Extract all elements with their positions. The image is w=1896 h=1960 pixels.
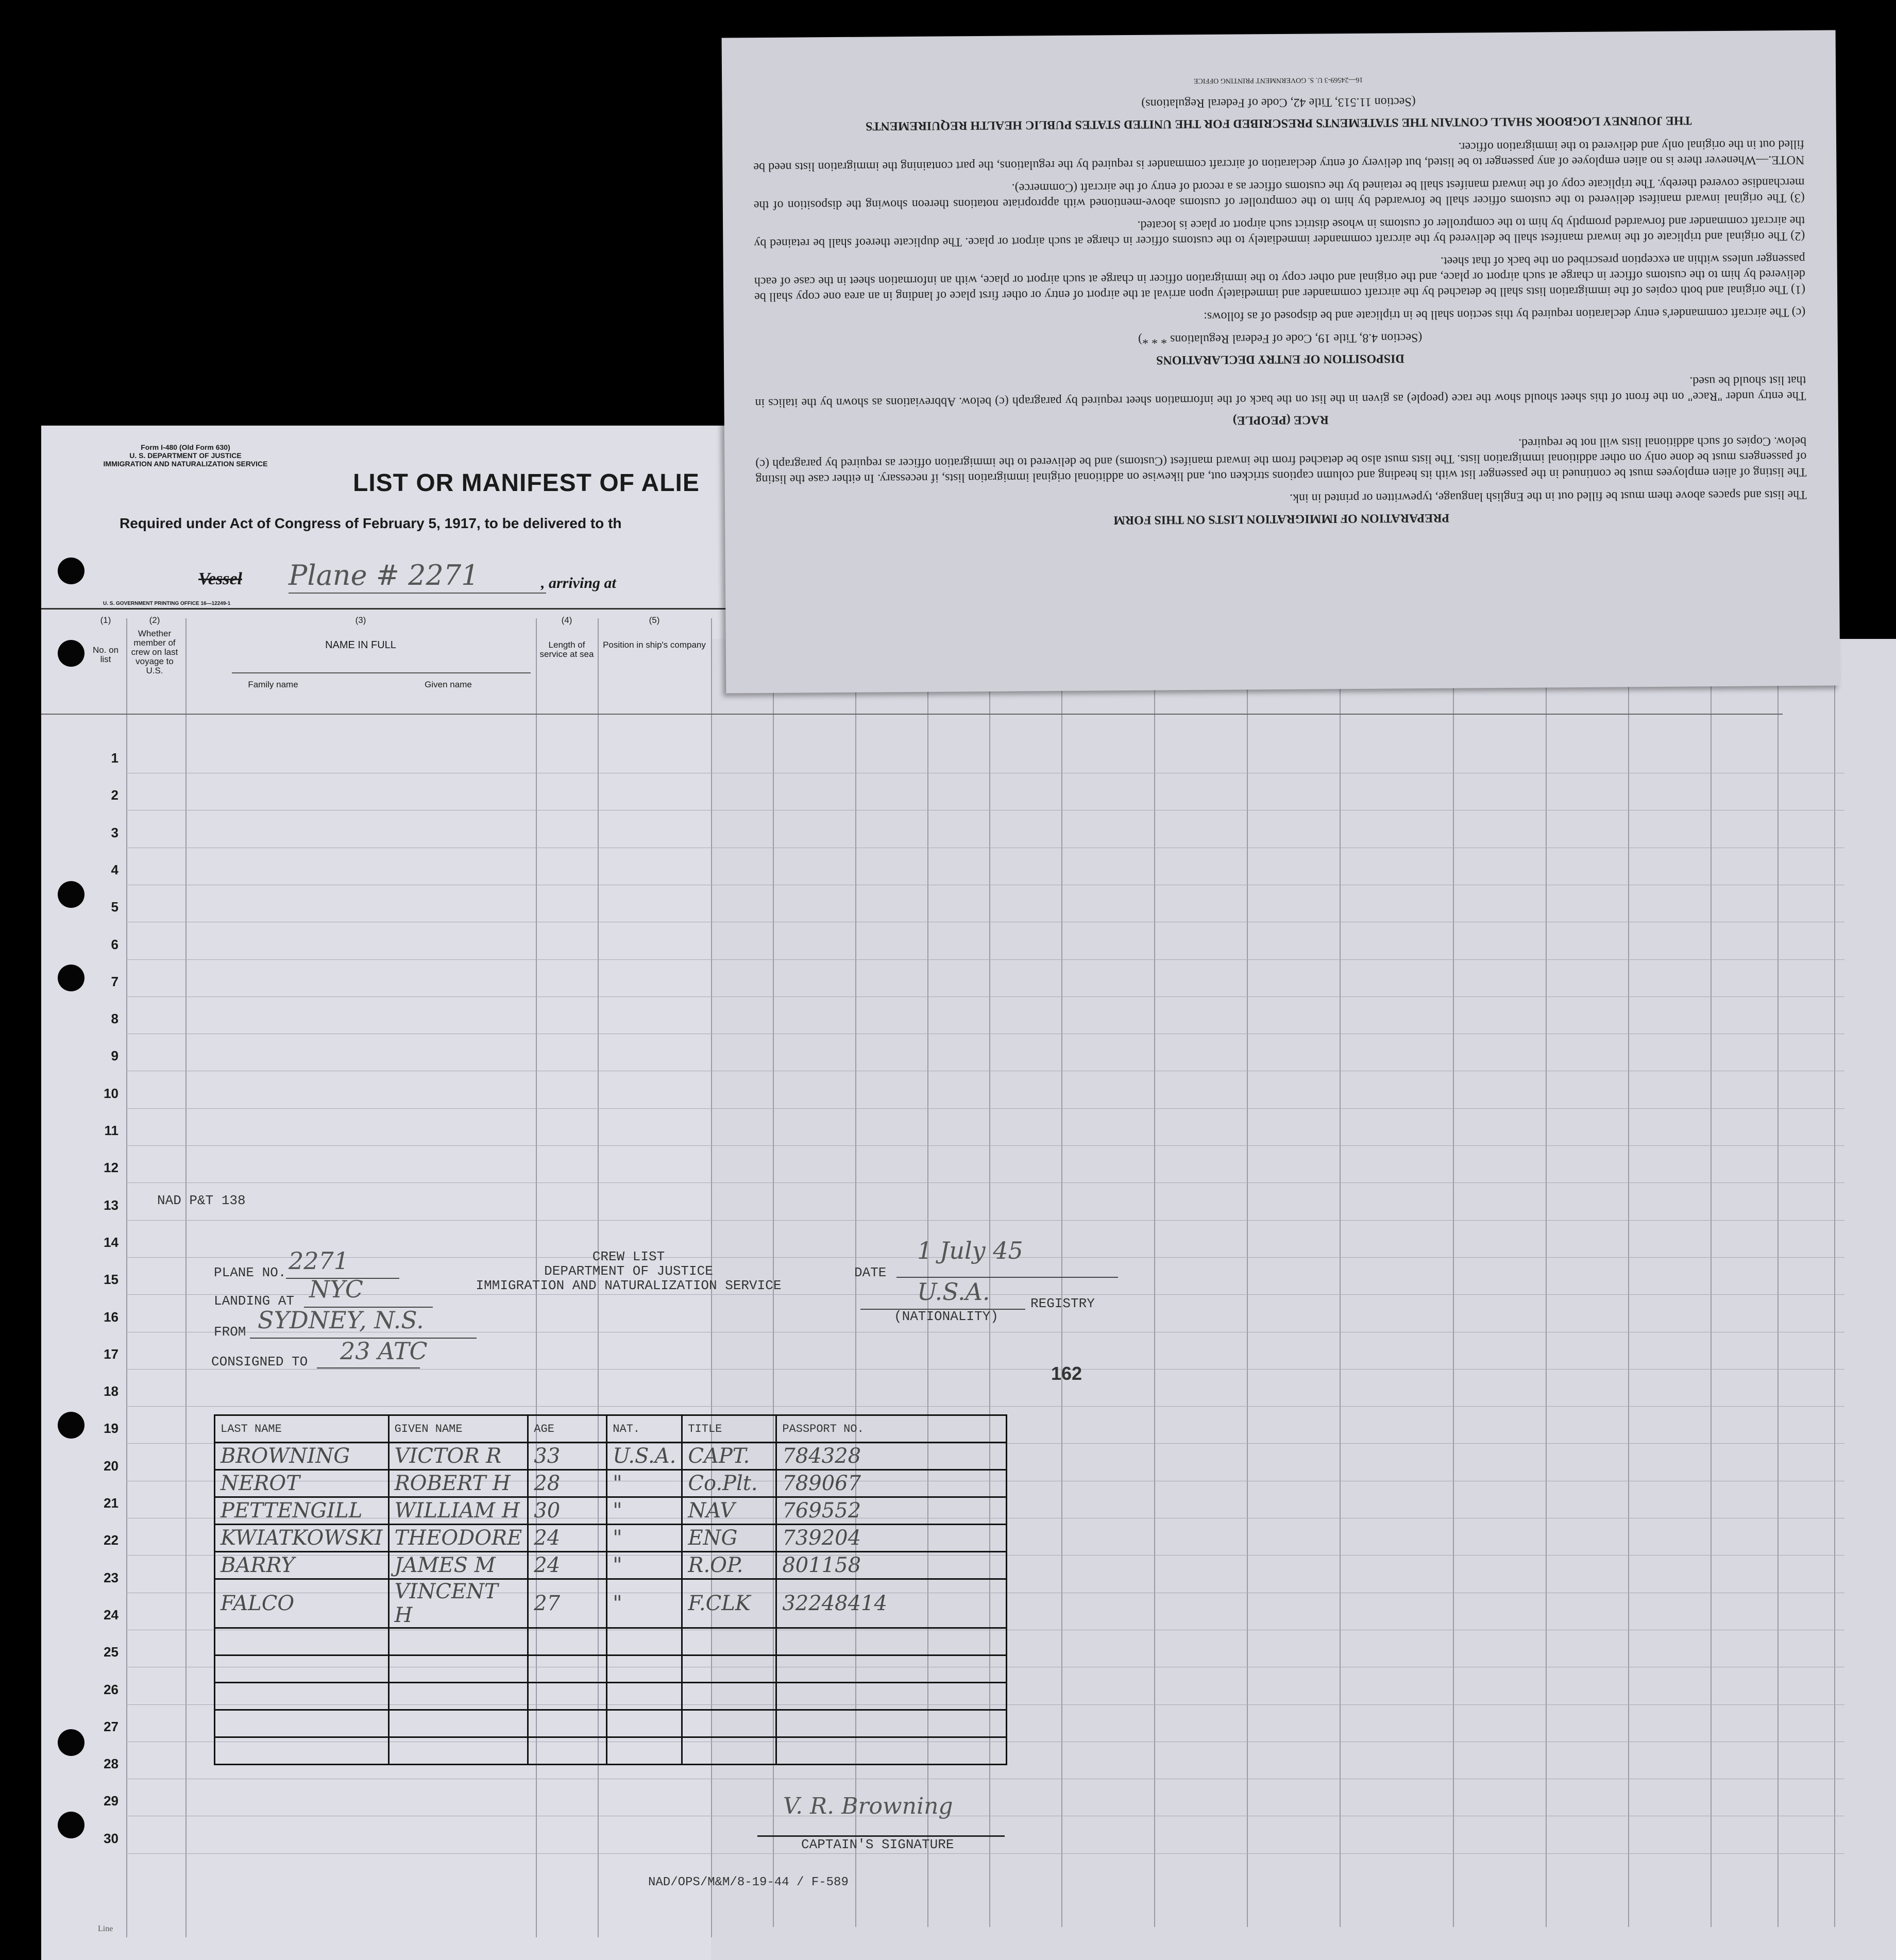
col-4-header: (4) Length of service at sea (539, 615, 594, 659)
row-number: 23 (104, 1569, 118, 1585)
page-number: 162 (1051, 1363, 1082, 1384)
prep-para-2: The listing of alien employees must be continued in the passenger list with its heading and column captions stricken out, and likewise on additional original immigration lists, if necessary. In either case the listing of passengers must be done only on other additional immigration lists. The lists must also be detached from the inward manifest (Customs) and be delivered to the immigration officer as required by paragraph (c) below. Copies of such additional lists will not be required. (755, 434, 1807, 486)
arriving-label: , arriving at (541, 575, 616, 592)
crew-row (215, 1628, 1007, 1655)
logbook-heading: THE JOURNEY LOGBOOK SHALL CONTAIN THE STATEMENTS PRESCRIBED FOR THE UNITED STATES PUBLIC HEALTH REQUIREMENTS (865, 113, 1692, 133)
age-cell (528, 1710, 607, 1737)
row-number: 29 (104, 1793, 118, 1809)
row-line (126, 1369, 1844, 1370)
row-number: 3 (111, 824, 118, 840)
crew-row (215, 1710, 1007, 1737)
given-name-subheader: Given name (425, 680, 472, 689)
item-1: (1) The original and both copies of the immigration lists shall be detached by the aircraft commander and immediately upon arrival at the airport of entry or other first place of landing in an area one copy shall be delivered by him to the customs officer in charge at such airport or place, and the original and other copy to the immigration officer in charge at such airport or place, with an information sheet in the case of each passenger unless within an exception prescribed on the back of that sheet. (754, 251, 1806, 304)
title-cell: CAPT. (682, 1443, 776, 1470)
row-number: 25 (104, 1644, 118, 1660)
nat-cell (607, 1710, 682, 1737)
given-name-cell: VINCENT H (388, 1579, 528, 1628)
row-number: 20 (104, 1458, 118, 1474)
row-number: 19 (104, 1421, 118, 1437)
passport-cell: 32248414 (776, 1579, 1007, 1628)
given-name-cell (388, 1710, 528, 1737)
nat-cell: U.S.A. (607, 1443, 682, 1470)
punch-hole (58, 640, 84, 667)
nat-cell (607, 1655, 682, 1683)
last-name-cell (215, 1655, 389, 1683)
col-1-header: (1) No. on list (92, 615, 119, 664)
header-bottom-rule (41, 714, 1783, 715)
last-name-cell (215, 1737, 389, 1765)
nat-cell: " (607, 1525, 682, 1552)
row-number: 4 (111, 861, 118, 877)
passport-cell (776, 1683, 1007, 1710)
title-cell: F.CLK (682, 1579, 776, 1628)
age-cell (528, 1628, 607, 1655)
given-name-cell (388, 1737, 528, 1765)
signature-label: CAPTAIN'S SIGNATURE (801, 1837, 954, 1852)
family-name-subheader: Family name (248, 680, 298, 689)
title-cell (682, 1655, 776, 1683)
title-cell (682, 1710, 776, 1737)
item-3: (3) The original inward manifest delivered to the customs officer shall be forwarded by him to the comptroller of customs above-mentioned with appropriate notations thereon showing the disposition of the merchandise covered thereby. The triplicate copy of the inward manifest shall be retained by the customs officer as a record of entry of the aircraft (Commerce). (753, 175, 1805, 212)
row-number: 14 (104, 1234, 118, 1250)
given-name-cell: THEODORE (388, 1525, 528, 1552)
item-c: (c) The aircraft commander's entry declaration required by this section shall be in triplicate and be disposed of as follows: (1204, 305, 1806, 324)
row-number: 28 (104, 1756, 118, 1772)
row-number: 6 (111, 936, 118, 952)
title-cell: NAV (682, 1497, 776, 1525)
row-number: 30 (104, 1830, 118, 1846)
punch-hole (58, 557, 84, 584)
title-cell: Co.Plt. (682, 1470, 776, 1497)
passport-cell (776, 1737, 1007, 1765)
header-passport: PASSPORT NO. (776, 1415, 1007, 1443)
col-3-header: (3) NAME IN FULL (325, 615, 396, 651)
race-text: The entry under "Race" on the front of this sheet should show the race (people) as given in the list on the back of the information sheet required by paragraph (c) below. Abbreviations as shown by the italics in that list should be used. (755, 373, 1806, 410)
registry-value: U.S.A. (917, 1278, 990, 1306)
crew-table-header (215, 1415, 1007, 1443)
given-name-cell (388, 1683, 528, 1710)
row-line (126, 1220, 1844, 1221)
disposition-heading: DISPOSITION OF ENTRY DECLARATIONS (1156, 351, 1404, 367)
passport-cell (776, 1628, 1007, 1655)
date-label: DATE (854, 1265, 887, 1280)
landing-value: NYC (309, 1275, 364, 1303)
plane-no-value: 2271 (289, 1247, 349, 1275)
last-name-cell (215, 1710, 389, 1737)
punch-hole (58, 965, 84, 991)
last-name-cell: FALCO (215, 1579, 389, 1628)
passport-cell (776, 1655, 1007, 1683)
last-name-cell (215, 1628, 389, 1655)
nat-cell: " (607, 1552, 682, 1579)
logbook-ref: (Section 11.513, Title 42, Code of Federal Regulations) (1141, 95, 1416, 110)
nat-cell (607, 1683, 682, 1710)
nat-cell: " (607, 1470, 682, 1497)
row-number: 12 (104, 1160, 118, 1176)
crew-row (215, 1737, 1007, 1765)
passport-cell: 801158 (776, 1552, 1007, 1579)
item-2: (2) The original and triplicate of the inward manifest shall be delivered by the aircraft commander immediately to the customs officer in charge at such airport or place. The duplicate thereof shall be retained by the aircraft commander and forwarded promptly by him to the comptroller of customs in whose district such airport or place is located. (754, 213, 1805, 250)
row-number: 16 (104, 1309, 118, 1325)
last-name-cell: PETTENGILL (215, 1497, 389, 1525)
punch-hole (58, 1412, 84, 1439)
nationality-label: (NATIONALITY) (894, 1309, 998, 1324)
crew-list-heading (469, 1249, 788, 1293)
registry-label: REGISTRY (1030, 1296, 1095, 1311)
plane-no-label: PLANE NO. (214, 1265, 286, 1280)
passport-cell: 769552 (776, 1497, 1007, 1525)
age-cell: 28 (528, 1470, 607, 1497)
last-name-cell (215, 1683, 389, 1710)
age-cell: 30 (528, 1497, 607, 1525)
form-issuer-block (88, 443, 283, 468)
grid-line (126, 618, 127, 1937)
row-number: 18 (104, 1383, 118, 1399)
row-line (126, 1406, 1844, 1407)
title-cell (682, 1683, 776, 1710)
row-number: 10 (104, 1085, 118, 1101)
row-line (126, 1108, 1844, 1109)
given-name-cell: ROBERT H (388, 1470, 528, 1497)
crew-row (215, 1683, 1007, 1710)
footer-code: NAD/OPS/M&M/8-19-44 / F-589 (648, 1875, 849, 1889)
nad-stamp: NAD P&T 138 (157, 1193, 246, 1208)
row-number: 9 (111, 1048, 118, 1064)
age-cell: 24 (528, 1552, 607, 1579)
row-number: 17 (104, 1346, 118, 1362)
form-title: LIST OR MANIFEST OF ALIE (353, 469, 700, 497)
punch-hole (58, 881, 84, 908)
crew-table-body (215, 1443, 1007, 1765)
name-divider (232, 672, 531, 673)
row-number: 5 (111, 899, 118, 915)
passport-cell: 789067 (776, 1470, 1007, 1497)
prep-para-1: The lists and spaces above them must be filled out in the English language, typewritten or printed in ink. (1289, 487, 1807, 505)
col-5-header: (5) Position in ship's company (603, 615, 706, 650)
row-line (126, 959, 1844, 960)
row-line (126, 996, 1844, 997)
title-cell (682, 1737, 776, 1765)
age-cell: 33 (528, 1443, 607, 1470)
overlay-gpo: 16—24569-3 U. S. GOVERNMENT PRINTING OFFICE (1193, 75, 1363, 85)
title-cell: ENG (682, 1525, 776, 1552)
row-number: 21 (104, 1495, 118, 1511)
consigned-value: 23 ATC (340, 1337, 428, 1365)
consigned-label: CONSIGNED TO (211, 1354, 308, 1370)
given-name-cell (388, 1628, 528, 1655)
col-2-header: (2) Whether member of crew on last voyage to U.S. (131, 615, 178, 675)
last-name-cell: NEROT (215, 1470, 389, 1497)
header-given-name: GIVEN NAME (388, 1415, 528, 1443)
row-number: 1 (111, 750, 118, 766)
race-heading: RACE (PEOPLE) (1232, 413, 1329, 427)
row-number: 2 (111, 787, 118, 803)
grid-line (1834, 639, 1835, 1927)
prep-heading: PREPARATION OF IMMIGRATION LISTS ON THIS FORM (1113, 511, 1450, 527)
row-line (126, 1853, 1844, 1854)
crew-row (215, 1525, 1007, 1552)
row-number: 13 (104, 1197, 118, 1213)
age-cell: 24 (528, 1525, 607, 1552)
row-number: 27 (104, 1718, 118, 1734)
row-number: 8 (111, 1011, 118, 1027)
gpo-note: U. S. GOVERNMENT PRINTING OFFICE 16—12249-1 (103, 601, 231, 606)
age-cell: 27 (528, 1579, 607, 1628)
last-name-cell: BROWNING (215, 1443, 389, 1470)
crew-row (215, 1655, 1007, 1683)
instructions-overlay-sheet (722, 30, 1840, 693)
crew-list-service: IMMIGRATION AND NATURALIZATION SERVICE (476, 1278, 782, 1293)
passport-cell: 784328 (776, 1443, 1007, 1470)
row-number: 15 (104, 1272, 118, 1288)
department-name: U. S. DEPARTMENT OF JUSTICE (129, 451, 242, 460)
row-line (126, 1182, 1844, 1183)
grid-line (1247, 639, 1248, 1927)
row-number: 7 (111, 973, 118, 989)
captain-signature-image: V. R. Browning (783, 1793, 953, 1819)
crew-list-dept: DEPARTMENT OF JUSTICE (544, 1263, 713, 1279)
given-name-cell (388, 1655, 528, 1683)
crew-row (215, 1470, 1007, 1497)
crew-row (215, 1443, 1007, 1470)
row-number: 24 (104, 1607, 118, 1623)
disposition-ref: (Section 4.8, Title 19, Code of Federal Regulations * * *) (1138, 331, 1423, 346)
form-number: Form I-480 (Old Form 630) (141, 443, 230, 451)
row-number: 22 (104, 1532, 118, 1548)
title-cell: R.OP. (682, 1552, 776, 1579)
given-name-cell: VICTOR R (388, 1443, 528, 1470)
date-value: 1 July 45 (917, 1237, 1023, 1264)
nat-cell (607, 1737, 682, 1765)
service-name: IMMIGRATION AND NATURALIZATION SERVICE (103, 460, 268, 468)
crew-row (215, 1497, 1007, 1525)
age-cell (528, 1655, 607, 1683)
landing-label: LANDING AT (214, 1293, 295, 1309)
vessel-label: Vessel (198, 569, 242, 588)
crew-row (215, 1579, 1007, 1628)
nat-cell: " (607, 1579, 682, 1628)
crew-row (215, 1552, 1007, 1579)
nat-cell (607, 1628, 682, 1655)
given-name-cell: JAMES M (388, 1552, 528, 1579)
from-label: FROM (214, 1324, 246, 1340)
crew-list-title: CREW LIST (592, 1249, 665, 1264)
grid-line (1453, 639, 1454, 1927)
header-last-name: LAST NAME (215, 1415, 389, 1443)
row-number: 26 (104, 1681, 118, 1697)
passport-cell (776, 1710, 1007, 1737)
passport-cell: 739204 (776, 1525, 1007, 1552)
overlay-note: NOTE.—Whenever there is no alien employee of any passenger to be listed, but delivery of entry declaration of aircraft commander is required by the regulations, the part containing the immigration lists need be filled out in the original only and delivered to the immigration officer. (753, 137, 1805, 174)
header-rule (41, 608, 752, 610)
from-value: SYDNEY, N.S. (258, 1306, 424, 1334)
header-title: TITLE (682, 1415, 776, 1443)
header-nat: NAT. (607, 1415, 682, 1443)
instructions-text-upside-down (753, 61, 1807, 539)
punch-hole (58, 1729, 84, 1756)
vessel-value: Plane # 2271 (289, 559, 479, 592)
last-name-cell: BARRY (215, 1552, 389, 1579)
crew-list-table (214, 1414, 1007, 1765)
grid-line (185, 618, 187, 1937)
grid-line (1154, 639, 1155, 1927)
consigned-underline (317, 1367, 420, 1368)
row-line (126, 1145, 1844, 1146)
grid-line (1061, 639, 1062, 1927)
nat-cell: " (607, 1497, 682, 1525)
row-number: 11 (104, 1123, 118, 1138)
form-subtitle: Required under Act of Congress of February 5, 1917, to be delivered to th (120, 515, 622, 531)
given-name-cell: WILLIAM H (388, 1497, 528, 1525)
grid-line (1546, 639, 1547, 1927)
grid-line (1628, 639, 1629, 1927)
vessel-underline (289, 593, 546, 594)
title-cell (682, 1628, 776, 1655)
last-name-cell: KWIATKOWSKI (215, 1525, 389, 1552)
age-cell (528, 1683, 607, 1710)
age-cell (528, 1737, 607, 1765)
grid-line (1711, 639, 1712, 1927)
line-footer: Line (98, 1924, 113, 1933)
punch-hole (58, 1812, 84, 1838)
header-age: AGE (528, 1415, 607, 1443)
grid-line (1340, 639, 1341, 1927)
grid-line (1778, 639, 1779, 1927)
